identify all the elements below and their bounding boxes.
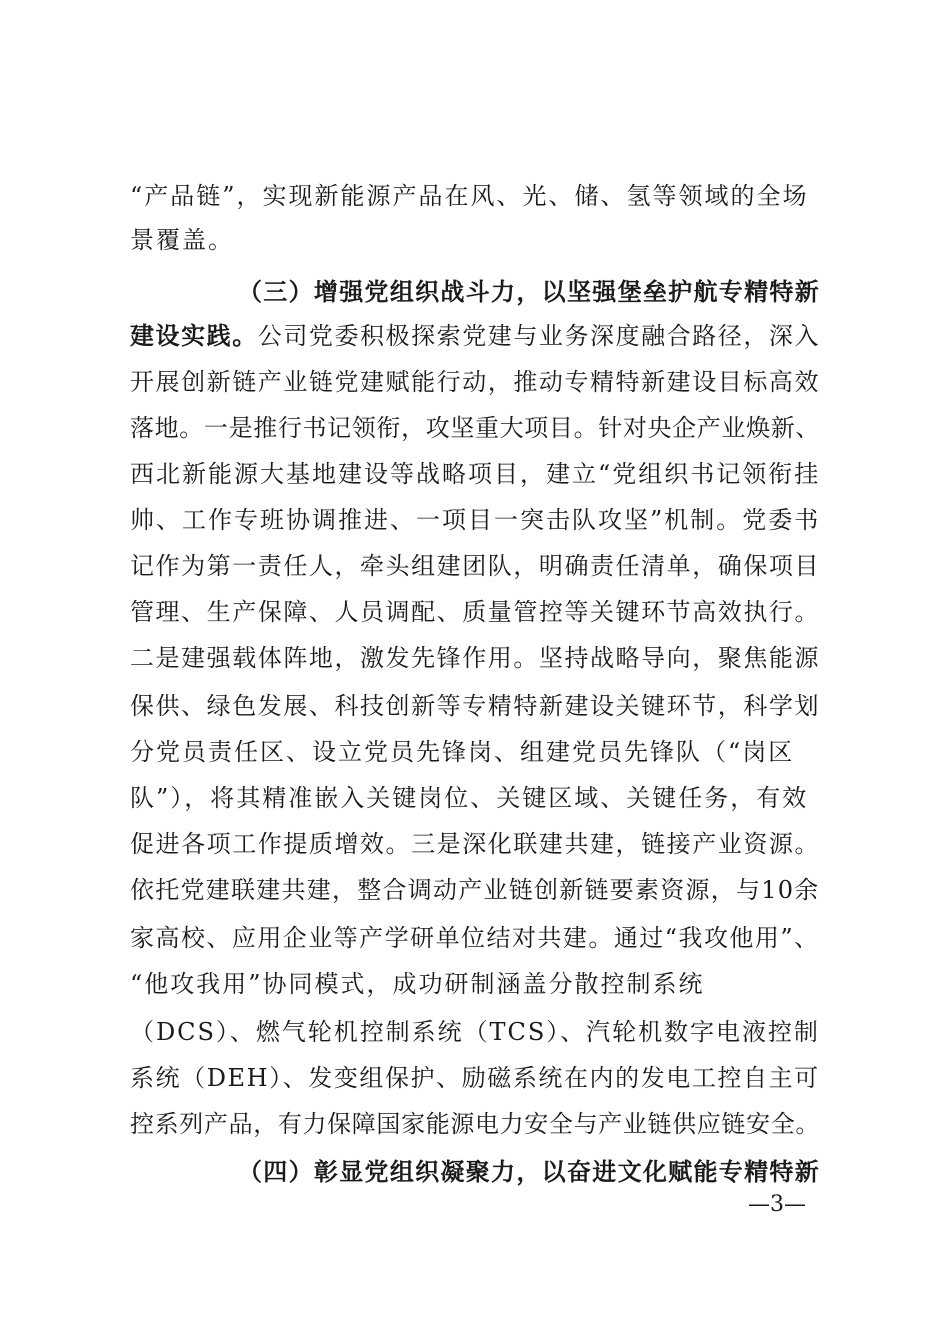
body-text-segment: 开展创新链产业链党建赋能行动，推动专精特新建设目标高效: [130, 368, 820, 396]
body-text-segment: “产品链”，实现新能源产品在风、光、储、氢等领域的全场: [130, 182, 809, 210]
heading-text: （四）彰显党组织凝聚力，以奋进文化赋能专精特新: [238, 1157, 820, 1186]
text-line: [130, 732, 794, 772]
body-text-segment: “他攻我用”协同模式，成功研制涵盖分散控制系统: [130, 970, 705, 998]
body-text-segment: 管理、生产保障、人员调配、质量管控等关键环节高效执行。: [130, 598, 820, 626]
body-text-segment: 系统（DEH）、发变组保护、励磁系统在内的发电工控自主可: [130, 1064, 820, 1092]
text-line: [130, 362, 820, 402]
text-line: [130, 316, 820, 356]
text-line: [130, 176, 809, 216]
heading-text: （三）增强党组织战斗力，以坚强堡垒护航专精特新: [238, 277, 820, 306]
text-line: [130, 454, 820, 494]
body-text-segment: 促进各项工作提质增效。三是深化联建共建，链接产业资源。: [130, 830, 820, 858]
text-line: [130, 686, 820, 726]
text-line: [238, 1152, 820, 1192]
body-text-segment: 控系列产品，有力保障国家能源电力安全与产业链供应链安全。: [130, 1110, 820, 1138]
text-line: [130, 964, 705, 1004]
body-text-segment: 二是建强载体阵地，激发先锋作用。坚持战略导向，聚焦能源: [130, 644, 820, 672]
text-line: [130, 546, 820, 586]
text-line: [130, 638, 820, 678]
text-line: [130, 1104, 820, 1144]
body-text-segment: 保供、绿色发展、科技创新等专精特新建设关键环节，科学划: [130, 692, 820, 720]
heading-text: 建设实践。: [130, 321, 258, 350]
body-text-segment: 帅、工作专班协调推进、一项目一突击队攻坚”机制。党委书: [130, 506, 821, 534]
text-line: [238, 272, 820, 312]
text-line: [130, 824, 820, 864]
body-text-segment: 分党员责任区、设立党员先锋岗、组建党员先锋队（“岗区: [130, 738, 795, 766]
page-number: —3—: [748, 1192, 806, 1217]
text-line: [130, 1012, 820, 1052]
text-line: [130, 220, 234, 260]
text-line: [130, 778, 808, 818]
text-line: [130, 592, 820, 632]
body-text-segment: 队”），将其精准嵌入关键岗位、关键区域、关键任务，有效: [130, 784, 809, 812]
body-text-segment: 依托党建联建共建，整合调动产业链创新链要素资源，与10余: [130, 876, 820, 904]
body-text-segment: （DCS）、燃气轮机控制系统（TCS）、汽轮机数字电液控制: [130, 1018, 820, 1046]
body-text-segment: 落地。一是推行书记领衔，攻坚重大项目。针对央企产业焕新、: [130, 414, 820, 442]
body-text-segment: 公司党委积极探索党建与业务深度融合路径，深入: [257, 322, 821, 350]
body-text-segment: 景覆盖。: [130, 226, 234, 254]
body-text-segment: 记作为第一责任人，牵头组建团队，明确责任清单，确保项目: [130, 552, 820, 580]
body-text-segment: 家高校、应用企业等产学研单位结对共建。通过“我攻他用”、: [130, 924, 820, 952]
text-line: [130, 870, 820, 910]
text-line: [130, 500, 820, 540]
text-line: [130, 1058, 820, 1098]
text-line: [130, 918, 820, 958]
text-line: [130, 408, 820, 448]
body-text-segment: 西北新能源大基地建设等战略项目，建立“党组织书记领衔挂: [130, 460, 821, 488]
